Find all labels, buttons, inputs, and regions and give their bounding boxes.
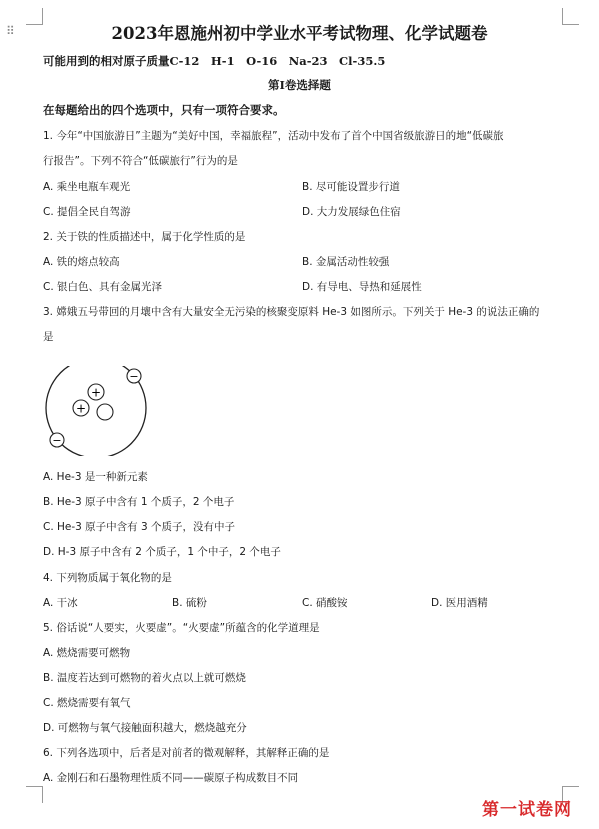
q2-option-b: B. 金属活动性较强 xyxy=(302,256,390,268)
proton-2 xyxy=(73,400,89,416)
q1-stem-line1: 1. 今年“中国旅游日”主题为“美好中国，幸福旅程”，活动中发布了首个中国省级旅游日的地“低碳旅 xyxy=(43,130,504,142)
q4-option-d: D. 医用酒精 xyxy=(431,597,488,609)
watermark-logo: 第一试卷网 xyxy=(482,800,572,820)
q3-option-c: C. He-3 原子中含有 3 个质子，没有中子 xyxy=(43,521,236,533)
q5-option-b: B. 温度若达到可燃物的着火点以上就可燃烧 xyxy=(43,672,246,684)
q5-option-c: C. 燃烧需要有氧气 xyxy=(43,697,131,709)
q1-stem-line2: 行报告”。下列不符合“低碳旅行”行为的是 xyxy=(43,155,238,167)
q3-option-b: B. He-3 原子中含有 1 个质子，2 个电子 xyxy=(43,496,235,508)
q1-option-b: B. 尽可能设置步行道 xyxy=(302,181,400,193)
corner-mark-bottom-left xyxy=(26,786,43,803)
svg-text:−: − xyxy=(129,370,139,383)
section-heading: 第Ⅰ卷选择题 xyxy=(268,78,331,92)
q3-option-d: D. H-3 原子中含有 2 个质子，1 个中子，2 个电子 xyxy=(43,546,281,558)
q3-stem-line2: 是 xyxy=(43,331,54,343)
q1-option-a: A. 乘坐电瓶车观光 xyxy=(43,181,131,193)
q5-option-a: A. 燃烧需要可燃物 xyxy=(43,647,131,659)
q2-option-c: C. 银白色、具有金属光泽 xyxy=(43,281,163,293)
q2-option-a: A. 铁的熔点较高 xyxy=(43,256,120,268)
atomic-mass-line: 可能用到的相对原子质量C-12 H-1 O-16 Na-23 Cl-35.5 xyxy=(43,54,386,68)
q2-option-d: D. 有导电、导热和延展性 xyxy=(302,281,422,293)
drag-handle-icon[interactable]: ⠿ xyxy=(6,24,14,38)
q3-option-a: A. He-3 是一种新元素 xyxy=(43,471,148,483)
q4-option-a: A. 干冰 xyxy=(43,597,78,609)
q3-stem-line1: 3. 嫦娥五号带回的月壤中含有大量安全无污染的核聚变原料 He-3 如图所示。下列关于 He-3 的说法正确的 xyxy=(43,306,540,318)
q4-stem: 4. 下列物质属于氧化物的是 xyxy=(43,572,172,584)
q4-option-c: C. 硝酸铵 xyxy=(302,597,348,609)
page-title: 2023年恩施州初中学业水平考试物理、化学试题卷 xyxy=(111,24,488,43)
svg-text:+: + xyxy=(90,385,102,400)
electron-1 xyxy=(127,369,141,383)
q6-stem: 6. 下列各选项中，后者是对前者的微观解释，其解释正确的是 xyxy=(43,747,330,759)
q4-option-b: B. 硫粉 xyxy=(172,597,207,609)
q5-stem: 5. 俗话说“人要实，火要虚”。“火要虚”所蕴含的化学道理是 xyxy=(43,622,320,634)
neutron xyxy=(97,404,113,420)
q1-option-d: D. 大力发展绿色住宿 xyxy=(302,206,401,218)
svg-text:+: + xyxy=(75,401,87,416)
svg-text:−: − xyxy=(52,434,62,447)
proton-1 xyxy=(88,384,104,400)
instruction-line: 在每题给出的四个选项中，只有一项符合要求。 xyxy=(43,103,285,117)
q5-option-d: D. 可燃物与氧气接触面积越大，燃烧越充分 xyxy=(43,722,247,734)
q2-stem: 2. 关于铁的性质描述中，属于化学性质的是 xyxy=(43,231,246,243)
q1-option-c: C. 提倡全民自驾游 xyxy=(43,206,131,218)
electron-2 xyxy=(50,433,64,447)
helium-3-atom-diagram xyxy=(42,366,154,456)
q6-option-a: A. 金刚石和石墨物理性质不同——碳原子构成数目不同 xyxy=(43,772,299,784)
